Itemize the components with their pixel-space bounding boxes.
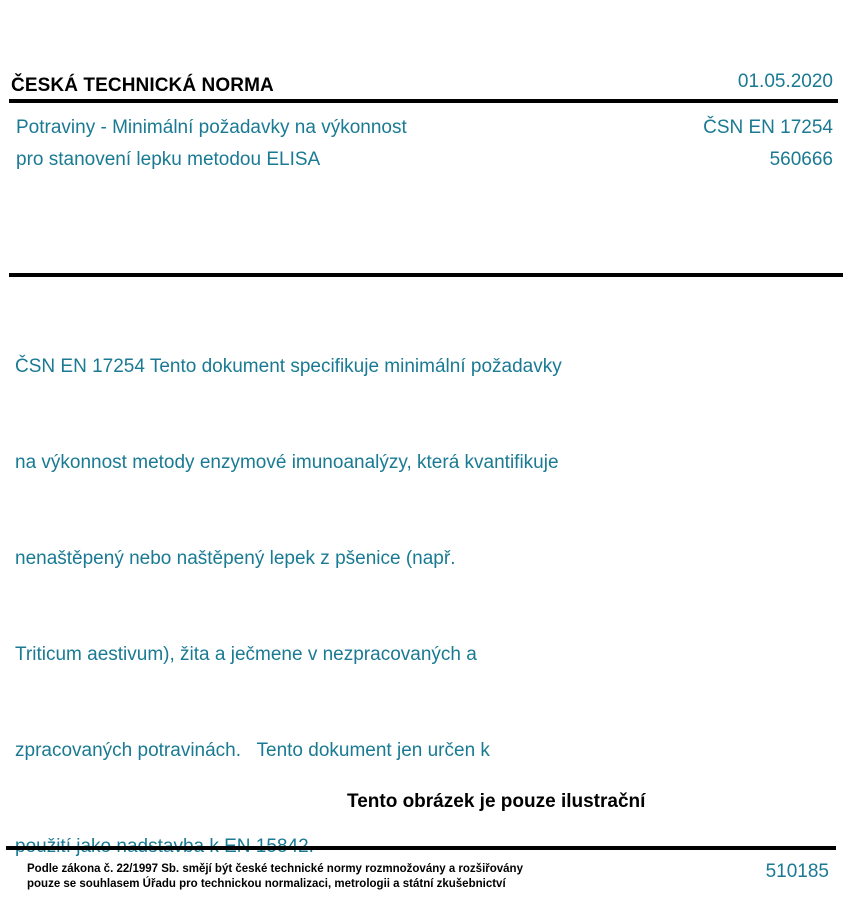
- standard-designation: ČSN EN 17254: [703, 117, 833, 138]
- description-line: ČSN EN 17254 Tento dokument specifikuje minimální požadavky: [15, 356, 562, 377]
- publication-date: 01.05.2020: [737, 71, 833, 92]
- legal-notice-line: Podle zákona č. 22/1997 Sb. smějí být české technické normy rozmnožovány a rozšiřovány: [27, 863, 523, 875]
- illustration-note: Tento obrázek je pouze ilustrační: [347, 791, 646, 812]
- standard-title-line-2: pro stanovení lepku metodou ELISA: [16, 149, 321, 170]
- description-line: nenaštěpený nebo naštěpený lepek z pšenice (např.: [15, 548, 456, 569]
- footer-rule: [6, 846, 836, 850]
- section-rule: [9, 273, 843, 277]
- description-line: na výkonnost metody enzymové imunoanalýzy, která kvantifikuje: [15, 452, 559, 473]
- description-line: zpracovaných potravinách. Tento dokument jen určen k: [15, 740, 490, 761]
- document-number: 510185: [765, 861, 829, 882]
- description-line: Triticum aestivum), žita a ječmene v nezpracovaných a: [15, 644, 477, 665]
- legal-notice: [27, 862, 523, 892]
- classification-number: 560666: [769, 149, 833, 170]
- standard-title-line-1: Potraviny - Minimální požadavky na výkonnost: [16, 117, 407, 138]
- header-rule: [9, 99, 838, 103]
- norm-heading: ČESKÁ TECHNICKÁ NORMA: [11, 75, 274, 96]
- legal-notice-line: pouze se souhlasem Úřadu pro technickou normalizaci, metrologii a státní zkušebnictví: [27, 878, 506, 890]
